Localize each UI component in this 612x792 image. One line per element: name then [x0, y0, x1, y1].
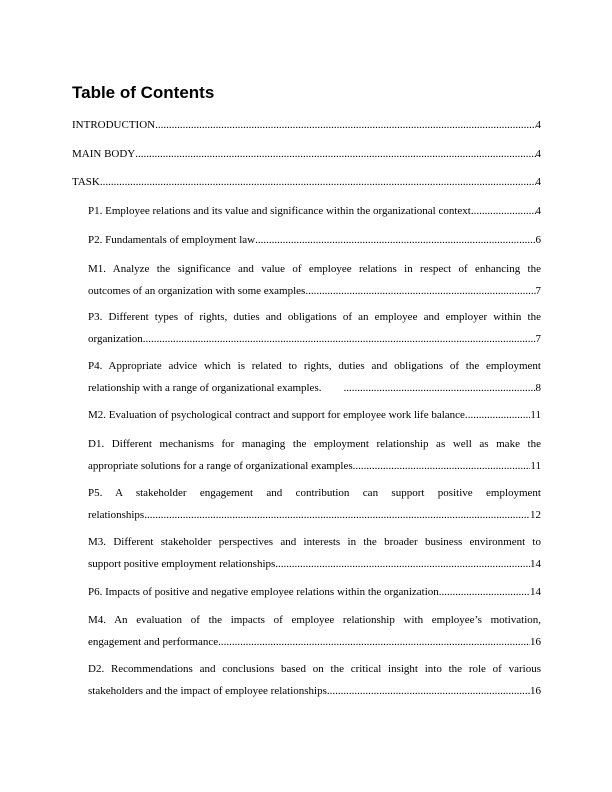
toc-entry-m1[interactable]: [88, 258, 541, 302]
toc-leader-dots: [255, 229, 535, 251]
toc-entry-text-line2: support positive employment relationships: [88, 558, 276, 570]
toc-leader-dots: [100, 171, 536, 193]
toc-leader-dots: [305, 280, 535, 302]
toc-page-number: 8: [535, 382, 541, 394]
toc-leader-dots: [474, 200, 536, 222]
toc-entry-p5[interactable]: [88, 482, 541, 526]
toc-entry-main-body[interactable]: [72, 143, 541, 165]
toc-entry-introduction[interactable]: [72, 114, 541, 136]
toc-entry-p2[interactable]: [88, 229, 541, 251]
toc-entry-text-line1: D1. Different mechanisms for managing the employment relationship as well as make the: [88, 438, 541, 450]
toc-entry-m3[interactable]: [88, 531, 541, 575]
toc-leader-dots: [439, 581, 530, 603]
toc-page-number: 16: [530, 685, 541, 697]
toc-leader-dots: [155, 114, 535, 136]
toc-entry-text-line1: P4. Appropriate advice which is related to rights, duties and obligations of the employment: [88, 360, 541, 372]
toc-entry-text: P1. Employee relations and its value and significance within the organizational context.: [88, 205, 474, 217]
toc-page-number: 14: [530, 558, 541, 570]
toc-page-number: 4: [535, 176, 541, 188]
toc-leader-dots: [135, 143, 535, 165]
toc-page-number: 12: [530, 509, 541, 521]
toc-entry-d2[interactable]: [88, 658, 541, 702]
toc-entry-text-line1: M3. Different stakeholder perspectives and interests in the broader business environment to: [88, 536, 541, 548]
toc-page-number: 11: [530, 409, 541, 421]
toc-entry-text: MAIN BODY: [72, 148, 136, 160]
toc-leader-dots: [144, 504, 530, 526]
toc-entry-p4[interactable]: [88, 355, 541, 399]
toc-entry-m4[interactable]: [88, 609, 541, 653]
toc-entry-text-line2: stakeholders and the impact of employee relationships: [88, 685, 327, 697]
toc-page-number: 4: [535, 148, 541, 160]
toc-entry-text: P2. Fundamentals of employment law: [88, 234, 256, 246]
toc-entry-p1[interactable]: [88, 200, 541, 222]
toc-entry-d1[interactable]: [88, 433, 541, 477]
toc-page-number: 16: [530, 636, 541, 648]
toc-leader-dots: [353, 455, 531, 477]
toc-page-number: 7: [535, 285, 541, 297]
toc-page-number: 14: [530, 586, 541, 598]
toc-entry-text-line1: P5. A stakeholder engagement and contribution can support positive employment: [88, 487, 541, 499]
toc-entry-p3[interactable]: [88, 306, 541, 350]
toc-entry-text: INTRODUCTION: [72, 119, 156, 131]
toc-title: Table of Contents: [72, 83, 215, 102]
toc-page-number: 11: [530, 460, 541, 472]
toc-entry-text: P6. Impacts of positive and negative employee relations within the organization: [88, 586, 439, 598]
toc-entry-text: M2. Evaluation of psychological contract and support for employee work life balance.: [88, 409, 468, 421]
toc-entry-text-line2: appropriate solutions for a range of organizational examples: [88, 460, 353, 472]
toc-entry-p6[interactable]: [88, 581, 541, 603]
toc-leader-dots: [343, 377, 535, 399]
toc-page-number: 6: [535, 234, 541, 246]
toc-leader-dots: [327, 680, 530, 702]
toc-entry-text-line1: M1. Analyze the significance and value of employee relations in respect of enhancing the: [88, 263, 541, 275]
toc-entry-task[interactable]: [72, 171, 541, 193]
toc-entry-text-line2: organization: [88, 333, 143, 345]
toc-entry-text-line2: outcomes of an organization with some examples: [88, 285, 306, 297]
toc-leader-dots: [218, 631, 530, 653]
toc-entry-text: TASK: [72, 176, 100, 188]
toc-page-number: 7: [535, 333, 541, 345]
toc-leader-dots: [275, 553, 530, 575]
toc-entry-text-line1: P3. Different types of rights, duties and obligations of an employee and employer within the: [88, 311, 541, 323]
toc-page-number: 4: [535, 205, 541, 217]
toc-entry-text-line1: M4. An evaluation of the impacts of employee relationship with employee’s motivation,: [88, 614, 541, 626]
toc-leader-dots: [468, 404, 531, 426]
toc-entry-m2[interactable]: [88, 404, 541, 426]
toc-page-number: 4: [535, 119, 541, 131]
toc-entry-text-line2: relationship with a range of organizational examples.: [88, 382, 344, 394]
toc-entry-text-line1: D2. Recommendations and conclusions based on the critical insight into the role of various: [88, 663, 541, 675]
toc-entry-text-line2: engagement and performance: [88, 636, 219, 648]
toc-leader-dots: [143, 328, 536, 350]
toc-entry-text-line2: relationships: [88, 509, 145, 521]
